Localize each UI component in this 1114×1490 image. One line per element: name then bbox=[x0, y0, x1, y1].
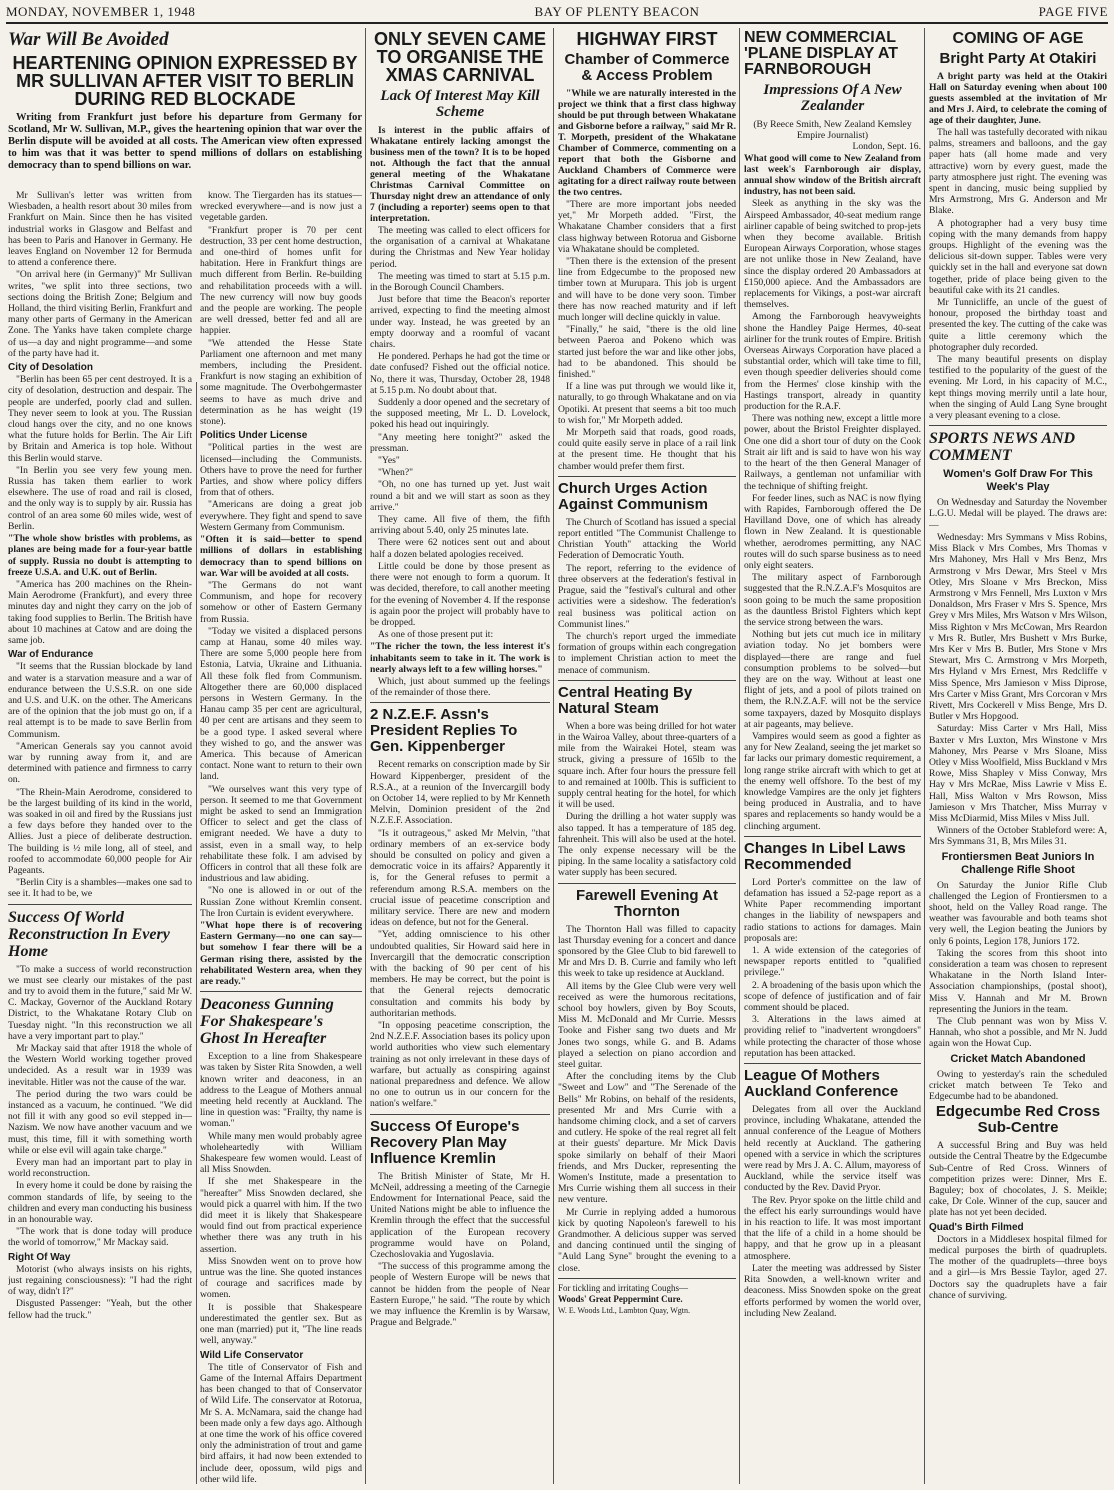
divider bbox=[744, 836, 921, 837]
paragraph: Vampires would seem as good a fighter as any for New Zealand, seeing the jet market so far lacks our primary domestic requirement, a long range strike aircraft with which to get at the enemy well offshore. To the best of my knowledge Vampires are the only jet fighters being produced in Australia, and to have spares and replacements so handy would be a clinching argument. bbox=[744, 730, 921, 832]
paragraph: The report, referring to the evidence of three observers at the federation's festival in Prague, said the "festival's cultural and other activities were a sideshow. The federation's real business was political action on Communist lines." bbox=[558, 562, 736, 630]
paragraph: Exception to a line from Shakespeare was taken by Sister Rita Snowden, a well known writer and deaconess, in an address to the League of Mothers annual meeting held recently at Auckland. The line in question was: "Frailty, thy name is woman." bbox=[200, 1051, 362, 1130]
paragraph: Miss Snowden went on to prove how untrue was the line. She quoted instances of courage and sacrifices made by women. bbox=[200, 1255, 362, 1301]
paragraph: When a bore was being drilled for hot water in the Wairoa Valley, about three-quarters of a mile from the Wairakei Hotel, steam was struck, giving a pressure of 165lb to the square inch. After four hours the pressure fell to and remained at 100lb. This is sufficient to supply central heating for the hotel, for which it will be used. bbox=[558, 720, 736, 811]
heating-headline: Central Heating By Natural Steam bbox=[558, 683, 693, 717]
paragraph: The Club pennant was won by Miss V. Hannah, who shot a possible, and Mr N. Judd again won the Howat Cup. bbox=[929, 1016, 1107, 1050]
woods-ad-line: For tickling and irritating Coughs— bbox=[558, 1282, 688, 1293]
paragraph: A photographer had a very busy time coping with the many demands from happy groups. Highlight of the evening was the delicious sit-down supper. Tables were very quickly set in the hall and everyone sat down together, pride of place being given to the beautiful cake with its 21 candles. bbox=[929, 217, 1107, 296]
war-lead: Writing from Frankfurt just before his departure from Germany for Scotland, Mr W. Sullivan, M.P., gives the heartening opinion that war over the Berlin dispute will be avoided at all costs. The American view often expressed to him was that it was better to spend millions of dollars on establishing democracy than to spend billions on war. bbox=[8, 112, 362, 171]
paragraph: Later the meeting was addressed by Sister Rita Snowden, a well-known writer and deaconess. Miss Snowden spoke on the great efforts performed by women the world over, including New Zealand. bbox=[744, 1262, 921, 1319]
paragraph: The period during the two wars could be instanced as a vacuum, he continued. "We did not fill it with any good so evil stepped in—Nazism. We now have another vacuum and we must, this time, fill it with something worth while or else evil will again take charge." bbox=[8, 1088, 192, 1156]
paragraph: "Then there is the extension of the present line from Edgecumbe to the proposed new timber town at Murupara. This job is urgent and will have to be done very soon. Timber there has now reached maturity and if left much longer will decline quickly in value. bbox=[558, 256, 736, 324]
paragraph: 3. Alterations in the laws aimed at providing relief to "inadvertent wrongdoers" while protecting the character of those whose reputation has been attacked. bbox=[744, 1014, 921, 1059]
paragraph: Winners of the October Stableford were: A, Mrs Symmans 31, B, Mrs Miles 31. bbox=[929, 825, 1107, 848]
divider bbox=[370, 702, 550, 703]
rifle-headline: Frontiersmen Beat Juniors In Challenge Rifle Shoot bbox=[941, 850, 1095, 876]
paragraph: "There are more important jobs needed yet," Mr Morpeth added. "First, the Whakatane Chamber considers that a first class highway between Rotorua and Gisborne via Whakatane should be completed. bbox=[558, 199, 736, 255]
war-headline: HEARTENING OPINION EXPRESSED BY MR SULLIVAN AFTER VISIT TO BERLIN DURING RED BLOCKADE bbox=[12, 53, 358, 109]
paragraph: "Yet, adding omniscience to his other undoubted qualities, Sir Howard said here in Invercargill that the democratic conscription with the backing of 90 per cent of his members. He may be correct, but the point is that the General rejects democratic consultation and commits his body by authoritarian methods. bbox=[370, 929, 550, 1019]
golf-headline: Women's Golf Draw For This Week's Play bbox=[943, 468, 1093, 494]
pull-quote: "What hope there is of recovering Eastern Germany—no one can say—but somehow I fear there will be a German rising there, assisted by the rehabilitated Western area, when they are ready." bbox=[200, 920, 362, 988]
carnival-subhead: Lack Of Interest May Kill Scheme bbox=[380, 88, 540, 120]
paragraph: On Wednesday and Saturday the November L.G.U. Medal will be played. The draws are:— bbox=[929, 497, 1107, 531]
paragraph: The Rev. Pryor spoke on the little child and the effect his early surroundings would have in his reaction to life. It was most important that the life of a child in a home should be happy, and that he grow up in a pleasant atmosphere. bbox=[744, 1194, 921, 1262]
divider bbox=[558, 883, 736, 884]
display-lead: What good will come to New Zealand from last week's Farnborough air display, annual show window of the British aircraft industry, has not been said. bbox=[744, 152, 921, 198]
paragraph: Disgusted Passenger: "Yeah, but the other fellow had the truck." bbox=[8, 1298, 192, 1321]
cricket-headline: Cricket Match Abandoned bbox=[950, 1052, 1086, 1065]
masthead-page: PAGE FIVE bbox=[1038, 4, 1108, 19]
paragraph: Wednesday: Mrs Symmans v Miss Robins, Miss Black v Mrs Combes, Mrs Thomas v Mrs Mahoney, Mrs Hall v Mrs Benz, Mrs Armstrong v Mrs Dewar, Mrs Steel v Mrs Otley, Mrs Sloane v Mrs Breckon, Miss Armstrong v Mrs Fennell, Mrs Luxton v Mrs Donaldson, Mrs Fraser v Mrs S. Spence, Mrs Grey v Mrs Miles, Mrs Watson v Mrs Wilson, Miss Righton v Mrs McCowan, Mrs Reardon v Mrs R. Butler, Mrs Bushett v Mrs Burke, Mrs Ker v Mrs B. Butler, Mrs Stone v Mrs Stewart, Mrs C. Armstrong v Mrs Morpeth, Mrs Hyland v Mrs Ernest, Mrs Redcliffe v Miss Spence, Mrs Jamieson v Miss Diprose, Mrs Carter v Miss Grant, Mrs Corcoran v Mrs Rivett, Mrs Cockerell v Miss Benge, Mrs D. Butler v Mrs Hopgood. bbox=[929, 531, 1107, 723]
column-3 bbox=[370, 28, 550, 1484]
paragraph: "Berlin has been 65 per cent destroyed. It is a city of desolation, destruction and despair. The people are underfed, poorly clad and sullen. They never seem to look at you. The Russian cloud hangs over the city, and no one knows what the future holds for Berlin. The Air Lift by Britain and America is top hole. Without this Berlin would starve. bbox=[8, 374, 192, 464]
woods-ad-title: Woods' Great Peppermint Cure. bbox=[558, 1294, 683, 1305]
paragraph: "We attended the Hesse State Parliament one afternoon and met many members, including the President. Frankfurt is now staging an exhibition of some magnitude. The Overbohgermaster seems to have as much drive and determination as he has weight (19 stone). bbox=[200, 337, 362, 428]
paragraph: "When?" bbox=[378, 467, 413, 479]
paragraph: There was nothing new, except a little more power, about the Bristol Freighter displayed. One one did a short tour of duty on the Cook Strait air lift and is said to have won his way to the heart of the then General Manager of Railways, a gentleman not unfamiliar with the technique of shifting freight. bbox=[744, 413, 921, 492]
display-headline: NEW COMMERCIAL 'PLANE DISPLAY AT FARNBOROUGH bbox=[744, 29, 899, 78]
subheading: Politics Under License bbox=[200, 430, 308, 442]
paragraph: Mr Mackay said that after 1918 the whole of the Western World working together proved undecided. As a result war in 1939 was inevitable. Hitler was not the cause of the war. bbox=[8, 1043, 192, 1088]
success-headline: Success Of World Reconstruction In Every Home bbox=[8, 908, 170, 960]
paragraph: As one of those present put it: bbox=[378, 629, 494, 641]
paragraph: On Saturday the Junior Rifle Club challenged the Legion of Frontiersmen to a shoot, held on the Valley Road range. The weather was favourable and both teams shot very well, the Legion beating the Juniors by only 6 points, Legion 178, Juniors 172. bbox=[929, 879, 1107, 947]
paragraph: Among the Farnborough heavyweights shone the Handley Paige Hermes, 40-seat airliner for the trunk routes of Empire. British Overseas Airways Corporation have placed a substantial order, which will take time to fill, even though speedier deliveries should come from the Hermes' close kinship with the Hastings transport, already in quantity production for the R.A.F. bbox=[744, 311, 921, 413]
paragraph: "Any meeting here tonight?" asked the pressman. bbox=[370, 431, 550, 454]
pull-quote: "The whole show bristles with problems, as planes are being made for a four-year battle of supply. Russia no doubt is attempting to freeze U.S.A. and U.K. out of Berlin. bbox=[8, 533, 192, 578]
paragraph: He pondered. Perhaps he had got the time or date confused? Fished out the official notice. No, there it was, Thursday, October 28, 1948 at 5.15 p.m. No doubt about that. bbox=[370, 351, 550, 396]
column-1 bbox=[8, 190, 192, 1484]
league-headline: League Of Mothers Auckland Conference bbox=[744, 1067, 899, 1101]
paragraph: The church's report urged the immediate formation of groups within each congregation to implement Christian action to meet the menace of communism. bbox=[558, 630, 736, 676]
woods-ad bbox=[558, 1283, 736, 1317]
paragraph: For feeder lines, such as NAC is now flying with Rapides, Farnborough offered the De Havilland Dove, one of which has already flown in New Zealand. It is questionable whether, aerodromes permitting, any NAC routes will do such sparse business as to need only eight seaters. bbox=[744, 492, 921, 571]
paragraph: "Berlin City is a shambles—makes one sad to see it. It had to be, we bbox=[8, 877, 192, 900]
deaconess-headline: Deaconess Gunning For Shakespeare's Ghost In Hereafter bbox=[200, 996, 334, 1048]
pull-quote: "Often it is said—better to spend millions of dollars in establishing democracy than to spend billions on war. War will be avoided at all costs. bbox=[200, 534, 362, 579]
nzef-headline: 2 N.Z.E.F. Assn's President Replies To Gen. Kippenberger bbox=[370, 706, 518, 756]
paragraph: "In Berlin you see very few young men. Russia has taken them earlier to work elsewhere. The use of road and rail is closed, and the only way is to supply by air. Russia has control of an area some 60 miles wide, west of Berlin. bbox=[8, 464, 192, 532]
paragraph: "On arrival here (in Germany)" Mr Sullivan writes, "we split into three sections, two sections doing the British Zone; Belgium and Holland, the third visiting Berlin, Frankfurt and many other parts of Germany in the American Zone. The Yanks have taken complete charge of us—a day and night programme—and some of the party have had it. bbox=[8, 269, 192, 359]
sports-heading: SPORTS NEWS AND COMMENT bbox=[929, 430, 1076, 465]
age-headline: Bright Party At Otakiri bbox=[939, 50, 1097, 67]
paragraph: "Frankfurt proper is 70 per cent destruction, 33 per cent home destruction, and one-third of homes unfit for habitation. Here in Frankfurt things are much different from Berlin. Re-building and rehabilitation proceeds with a will. The new currency will now buy goods and the people are working. The people are well dressed, better fed and all are happier. bbox=[200, 224, 362, 337]
column-2 bbox=[200, 190, 362, 1484]
paragraph: The title of Conservator of Fish and Game of the Internal Affairs Department has been changed to that of Conservator of Wild Life. The conservator at Rotorua, Mr S. A. McNamara, said the change had been made only a few days ago. Although at one time the work of his office covered only the administration of trout and game bird affairs, it had now been extended to include deer, opossum, wild pigs and other wild life. bbox=[200, 1361, 362, 1484]
highway-headline: Chamber of Commerce & Access Problem bbox=[564, 51, 730, 84]
paragraph: Owing to yesterday's rain the scheduled cricket match between Te Teko and Edgecumbe had to be abandoned. bbox=[929, 1068, 1107, 1103]
paragraph: The hall was tastefully decorated with nikau palms, streamers and balloons, and the gay paper hats (all home made and very attractive) worn by every guest, made the party atmosphere just right. The evening was spent in dancing, music being supplied by Mrs Armstrong, Mrs G. Anderson and Mr Blake. bbox=[929, 127, 1107, 217]
libel-headline: Changes In Libel Laws Recommended bbox=[744, 839, 906, 873]
paragraph: In every home it could be done by raising the common standards of life, by seeing to the children and every man conducting his business in an honourable way. bbox=[8, 1180, 192, 1226]
paragraph: "Oh, no one has turned up yet. Just wait round a bit and we will start as soon as they arrive." bbox=[370, 479, 550, 513]
paragraph: Mr Tunnicliffe, an uncle of the guest of honour, proposed the birthday toast and presented the key. The cutting of the cake was quite a little ceremony which the photographer duly recorded. bbox=[929, 297, 1107, 353]
paragraph: Delegates from all over the Auckland province, including Whakatane, attended the annual conference of the League of Mothers held recently at Auckland. The gathering opened with a service in which the scriptures were read by Mrs J. A. C. Allum, mayoress of Auckland, while the service itself was conducted by the Rev. David Pryor. bbox=[744, 1104, 921, 1194]
paragraph: The Church of Scotland has issued a special report entitled "The Communist Challenge to Christian Youth" attacking the World Federation of Democratic Youth. bbox=[558, 516, 736, 562]
carnival-lead: Is interest in the public affairs of Whakatane entirely lacking amongst the business men of the town? It is to be hoped not. Although the fact that the annual general meeting of the Whakatane Christmas Carnival Committee on Thursday night drew an attendance of only 7 (including a reporter) seems open to that interpretation. bbox=[370, 125, 550, 224]
paragraph: During the drilling a hot water supply was also tapped. It has a temperature of 185 deg. fahrenheit. This will also be used at the hotel. The only expense necessary will be the piping. In the same locality a satisfactory cold water supply has been secured. bbox=[558, 811, 736, 879]
column-rule bbox=[553, 28, 554, 1484]
display-subhead: Impressions Of A New Zealander bbox=[763, 82, 902, 114]
highway-lead: "While we are naturally interested in the project we think that a first class highway should be put through between Whakatane and Gisborne before a railway," said Mr R. T. Morpeth, president of the Whakatane Chamber of Commerce, commenting on a report that both the Gisborne and Auckland Chambers of Commerce were agitating for a direct railway route between the two centres. bbox=[558, 88, 736, 198]
masthead-date: MONDAY, NOVEMBER 1, 1948 bbox=[6, 4, 196, 19]
war-kicker: War Will Be Avoided bbox=[8, 29, 169, 50]
paragraph: After the concluding items by the Club "Sweet and Low" and "The Serenade of the Bells" Mr Robins, on behalf of the residents, presented Mr and Mrs Currie with a handsome chiming clock, and a set of carvers and cutlery. He spoke of the real regret all felt at their guests' departure. Mr Mick Davis spoke similarly on behalf of their Maori friends, and Mrs Ducker, representing the Women's Institute, made a presentation to Mrs Currie wishing them all success in their new venture. bbox=[558, 1071, 736, 1206]
farewell-headline: Farewell Evening At Thornton bbox=[576, 886, 718, 920]
paragraph: know. The Tiergarden has its statues—wrecked everywhere—and is now just a vegetable garden. bbox=[200, 190, 362, 224]
paragraph: "Finally," he said, "there is the old line between Paeroa and Pokeno which was started just before the war and like other jobs, had to be abandoned. This should be finished." bbox=[558, 324, 736, 381]
paragraph: Taking the scores from this shoot into consideration a team was chosen to represent Whakatane in the North Island Inter-Association championships, (postal shoot), Miss V. Hannah and Mr M. Brown representing the Juniors in the team. bbox=[929, 947, 1107, 1015]
subheading: Wild Life Conservator bbox=[200, 1349, 304, 1361]
paragraph: Recent remarks on conscription made by Sir Howard Kippenberger, president of the R.S.A., at a reunion of the Invercargill body on October 14, were replied to by Mr Kenneth Melvin, Dominion president of the 2nd N.Z.E.F. Association. bbox=[370, 759, 550, 827]
subheading: Right Of Way bbox=[8, 1251, 71, 1263]
redcross-headline: Edgecumbe Red Cross Sub-Centre bbox=[935, 1103, 1101, 1137]
age-kicker: COMING OF AGE bbox=[952, 30, 1084, 47]
paragraph: Motorist (who always insists on his rights, just regaining consciousness): "I had the right of way, didn't I?" bbox=[8, 1263, 192, 1298]
paragraph: Mr Currie in replying added a humorous kick by quoting Napoleon's farewell to his Grandmother. A delicious supper was served and dancing continued until the singing of "Auld Lang Syne" brought the evening to a close. bbox=[558, 1206, 736, 1274]
paragraph: "America has 200 machines on the Rhein-Main Aerodrome (Frankfurt), and every three minutes day and night they carry on the job of taking food supplies to Berlin. The British have about 10 machines at Catow and are doing the same job. bbox=[8, 578, 192, 646]
paragraph: 1. A wide extension of the categories of newspaper reports entitled to "qualified privilege." bbox=[744, 945, 921, 979]
paragraph: "To make a success of world reconstruction we must see clearly our mistakes of the past and try to avoid them in the future," said Mr W. C. Mackay, Governor of the Auckland Rotary District, to the Whakatane Rotary Club on Tuesday night. "In this reconstruction we all have a very important part to play." bbox=[8, 963, 192, 1042]
divider bbox=[744, 1063, 921, 1064]
paragraph: Lord Porter's committee on the law of defamation has issued a 52-page report as a White Paper recommending important changes in the liability of newspapers and radio stations to actions for damages. Main proposals are: bbox=[744, 876, 921, 944]
column-rule bbox=[924, 28, 925, 1484]
paragraph: "The Rhein-Main Aerodrome, considered to be the largest building of its kind in the world, was soaked in oil and fired by the Russians just a few days before they handed over to the Allies. Just a piece of deliberate destruction. The building is ½ mile long, all of steel, and roofed to accommodate 60,000 people for Air Pageants. bbox=[8, 786, 192, 876]
divider bbox=[370, 1114, 550, 1115]
paragraph: Doctors in a Middlesex hospital filmed for medical purposes the birth of quadruplets. The mother of the quadruplets—three boys and a girl—is Mrs Bessie Taylor, aged 27. Doctors say the quadruplets have a fair chance of surviving. bbox=[929, 1233, 1107, 1301]
paragraph: All items by the Glee Club were very well received as were the humorous recitations, school boy howlers, given by Boy Scouts, Miss M. McDonald and Mr Currie. Messrs Tooke and Fisher sang two duets and Mr Jones two songs, while G. and B. Adams played a selection on piano accordion and steel guitar. bbox=[558, 980, 736, 1070]
paragraph: The military aspect of Farnborough suggested that the R.N.Z.A.F's Mosquitos are soon going to be much the same proposition as the dauntless Bristol Fighters which kept the service strong between the wars. bbox=[744, 572, 921, 628]
divider bbox=[558, 476, 736, 477]
column-5 bbox=[744, 28, 921, 1484]
quad-headline: Quad's Birth Filmed bbox=[929, 1221, 1024, 1233]
paragraph: "In opposing peacetime conscription, the 2nd N.Z.E.F. Association bases its policy upon world authorities who view such elementary training as not only irrelevant in these days of warfare, but actually as conspiring against national preparedness and defence. We allow no one to outrun us in our concern for the nation's welfare." bbox=[370, 1020, 550, 1110]
divider bbox=[8, 904, 192, 905]
paragraph: Little could be done by those present as there were not enough to form a quorum. It was decided, therefore, to call another meeting for the evening of November 4. If the response is again poor the project will probably have to be dropped. bbox=[370, 560, 550, 628]
paragraph: The many beautiful presents on display testified to the popularity of the guest of the evening. Mr Lord, in his capacity of M.C., kept things moving merrily until a late hour, when the singing of Auld Lang Syne brought a very pleasant evening to a close. bbox=[929, 354, 1107, 422]
divider bbox=[558, 680, 736, 681]
column-rule bbox=[196, 382, 197, 1484]
paragraph: "Political parties in the west are licensed—including the Communists. Others have to prove the need for further Parties, and show where policy differs from that of others. bbox=[200, 442, 362, 499]
paragraph: Saturday: Miss Carter v Mrs Hall, Miss Baxter v Mrs Luxton, Mrs Winstone v Mrs Mahoney, Mrs Pearse v Mrs Sloane, Miss Otley v Miss Woolfield, Miss Buckland v Mrs Rowe, Miss Shapley v Miss Conway, Mrs Hay v Mrs McRae, Miss Lawrie v Miss E. Hall, Miss Walton v Mrs Rowson, Miss Jamieson v Mrs Thatcher, Miss Murray v Miss McDiarmid, Miss Miles v Miss Jull. bbox=[929, 723, 1107, 824]
column-6 bbox=[929, 28, 1107, 1484]
paragraph: "The Germans do not want Communism, and hope for recovery somehow or other of Eastern Germany from Russia. bbox=[200, 579, 362, 625]
pull-quote: "The richer the town, the less interest it's inhabitants seem to take in it. The work is nearly always left to a few willing horses." bbox=[370, 641, 550, 675]
divider bbox=[558, 1278, 736, 1279]
highway-kicker: HIGHWAY FIRST bbox=[576, 29, 718, 49]
carnival-headline: ONLY SEVEN CAME TO ORGANISE THE XMAS CARNIVAL bbox=[373, 29, 547, 85]
woods-ad-address: W. E. Woods Ltd., Lambton Quay, Wgtn. bbox=[558, 1306, 691, 1316]
paragraph: It is possible that Shakespeare underestimated the gentler sex. But as one man (married) put it, "The line reads well, anyway." bbox=[200, 1301, 362, 1347]
masthead bbox=[6, 2, 1108, 24]
paragraph: The British Minister of State, Mr H. McNeil, addressing a meeting of the Carnegie Endowment for International Peace, said the United Nations might be able to influence the Kremlin through the effect that the successful application of the European recovery programme would have on Poland, Czechoslovakia and Yugoslavia. bbox=[370, 1170, 550, 1261]
paragraph: While many men would probably agree wholeheartedly with William Shakespeare few women would. Least of all Miss Snowden. bbox=[200, 1130, 362, 1176]
paragraph: "Yes" bbox=[378, 455, 400, 467]
paragraph: Mr Sullivan's letter was written from Wiesbaden, a health resort about 30 miles from Frankfurt on Main. Since then he has visited industrial works in Glasgow and Belfast and has been to Paris and Hanover in Germany. He leaves England on November 12 for Bermuda to attend a conference there. bbox=[8, 190, 192, 269]
dateline: London, Sept. 16. bbox=[852, 141, 921, 153]
paragraph: The meeting was called to elect officers for the organisation of a carnival at Whakatane during the Christmas and New Year holiday period. bbox=[370, 225, 550, 270]
column-4 bbox=[558, 28, 736, 1484]
divider bbox=[929, 425, 1107, 426]
paragraph: Sleek as anything in the sky was the Airspeed Ambassador, 40-seat medium range airliner capable of being switched to prop-jets when they become available. British European Airways Corporation, whose stages are not unlike those in New Zealand, have since the display ordered 20 Ambassadors at £150,000 apiece. And the Ambassadors are replacements for Vikings, a post-war aircraft themselves. bbox=[744, 198, 921, 311]
column-rule bbox=[739, 28, 740, 1484]
paragraph: Just before that time the Beacon's reporter arrived, expecting to find the meeting almost under way. Instead, he was greeted by an empty doorway and a roomful of vacant chairs. bbox=[370, 294, 550, 351]
paragraph: "American Generals say you cannot avoid war by running away from it, and are determined with patience and firmness to carry on. bbox=[8, 740, 192, 786]
byline: (By Reece Smith, New Zealand Kemsley Empire Journalist) bbox=[753, 119, 912, 142]
paragraph: The meeting was timed to start at 5.15 p.m. in the Borough Council Chambers. bbox=[370, 270, 550, 294]
paragraph: "The success of this programme among the people of Western Europe will be news that cannot be hidden from the people of Near Eastern Europe," he said. "The route by which we may influence the Kremlin is by Warsaw, Prague and Belgrade." bbox=[370, 1261, 550, 1329]
column-rule bbox=[365, 28, 366, 1484]
paragraph: "Americans are doing a great job everywhere. They fight and spend to save Western Germany from Communism. bbox=[200, 499, 362, 533]
paragraph: There were 62 notices sent out and about half a dozen belated apologies received. bbox=[370, 537, 550, 560]
paragraph: They came. All five of them, the fifth arriving about 5.40, only 25 minutes late. bbox=[370, 514, 550, 537]
paragraph: "It seems that the Russian blockade by land and water is a starvation measure and a war of endurance between the U.S.S.R. on one side and U.S. and U.K. on the other. The Americans are of the opinion that the job must go on, if a real attempt is to be made to save Berlin from Communism. bbox=[8, 661, 192, 740]
paragraph: "No one is allowed in or out of the Russian Zone without Kremlin consent. The Iron Curtain is evident everywhere. bbox=[200, 885, 362, 919]
europe-headline: Success Of Europe's Recovery Plan May Influence Kremlin bbox=[370, 1117, 520, 1167]
paragraph: "The work that is done today will produce the world of tomorrow," Mr Mackay said. bbox=[8, 1226, 192, 1249]
church-headline: Church Urges Action Against Communism bbox=[558, 479, 709, 513]
paragraph: If she met Shakespeare in the "hereafter" Miss Snowden declared, she would pick a quarrel with him. If the two did meet it is likely that Shakespeare would find out from practical experience whether there was any truth in his assertion. bbox=[200, 1176, 362, 1255]
paragraph: 2. A broadening of the basis upon which the scope of defence of justification and of fair comment should be placed. bbox=[744, 979, 921, 1014]
paragraph: The Thornton Hall was filled to capacity last Thursday evening for a concert and dance sponsored by the Glee Club to bid farewell to Mr and Mrs D. B. Currie and family who left this week to take up residence at Auckland. bbox=[558, 923, 736, 980]
paragraph: Suddenly a door opened and the secretary of the supposed meeting, Mr L. D. Lovelock, poked his head out inquiringly. bbox=[370, 397, 550, 431]
paragraph: "Is it outrageous," asked Mr Melvin, "that ordinary members of an ex-service body should be consulted on policy and given a democratic voice in its affairs? Apparently it is, for the General refuses to permit a referendum among R.S.A. members on the crucial issue of peacetime conscription and military service. There are new and modern ideas on defence, but not for the General. bbox=[370, 827, 550, 929]
paragraph: If a line was put through we would like it, naturally, to go through Whakatane and on via Opotiki. At present that seems a bit too much to wish for," Mr Morpeth added. bbox=[558, 381, 736, 426]
paragraph: Which, just about summed up the feelings of the remainder of those there. bbox=[370, 675, 550, 699]
paragraph: Nothing but jets cut much ice in military aviation today. No jet bombers were displayed—there are range and fuel consumption problems to be solved—but they are on the way. Without at least one flight of jets, and a pool of pilots trained on them, the R.N.Z.A.F. will not be the service some taxpayers, dazed by Mosquito displays at air pageants, may believe. bbox=[744, 629, 921, 730]
subheading: City of Desolation bbox=[8, 362, 94, 374]
war-story-header bbox=[8, 28, 362, 188]
age-lead: A bright party was held at the Otakiri Hall on Saturday evening when about 100 guests assembled at the invitation of Mr and Mrs J. Aird, to celebrate the coming of age of their daughter, June. bbox=[929, 71, 1107, 126]
paragraph: "Today we visited a displaced persons camp at Hanau, some 40 miles way. There are some 5,000 people here from Estonia, Latvia, Ukraine and Lithuania. All these folk fled from Communism. Altogether there are 60,000 displaced persons in Western Germany. In the Hanau camp 35 per cent are agricultural, 40 per cent are artisans and they seem to be a good type. I asked several where they wished to go, and the answer was America. This because of American contact. None want to return to their own land. bbox=[200, 625, 362, 783]
paragraph: Mr Morpeth said that roads, good roads, could quite easily serve in place of a rail link at the present time. He thought that his chamber would prefer them first. bbox=[558, 427, 736, 472]
paragraph: A successful Bring and Buy was held outside the Central Theatre by the Edgecumbe Sub-Centre of Red Cross. Winners of competition prizes were: Dinner, Mrs E. Baguley; box of chocolates, J. S. Meikle; cake, Dr Cole. Winner of the cup, saucer and plate has not yet been decided. bbox=[929, 1140, 1107, 1219]
paragraph: "We ourselves want this very type of person. It seemed to me that Government might be asked to send an Immigration Officer to select and get the class of emigrant needed. We have a duty to assist, even in a small way, to help rehabilitate these folk. I am advised by Officers in control that all these folk are industrious and law abiding. bbox=[200, 783, 362, 885]
divider bbox=[200, 991, 362, 992]
masthead-title: BAY OF PLENTY BEACON bbox=[534, 4, 700, 19]
paragraph: Every man had an important part to play in world reconstruction. bbox=[8, 1157, 192, 1180]
subheading: War of Endurance bbox=[8, 649, 94, 661]
